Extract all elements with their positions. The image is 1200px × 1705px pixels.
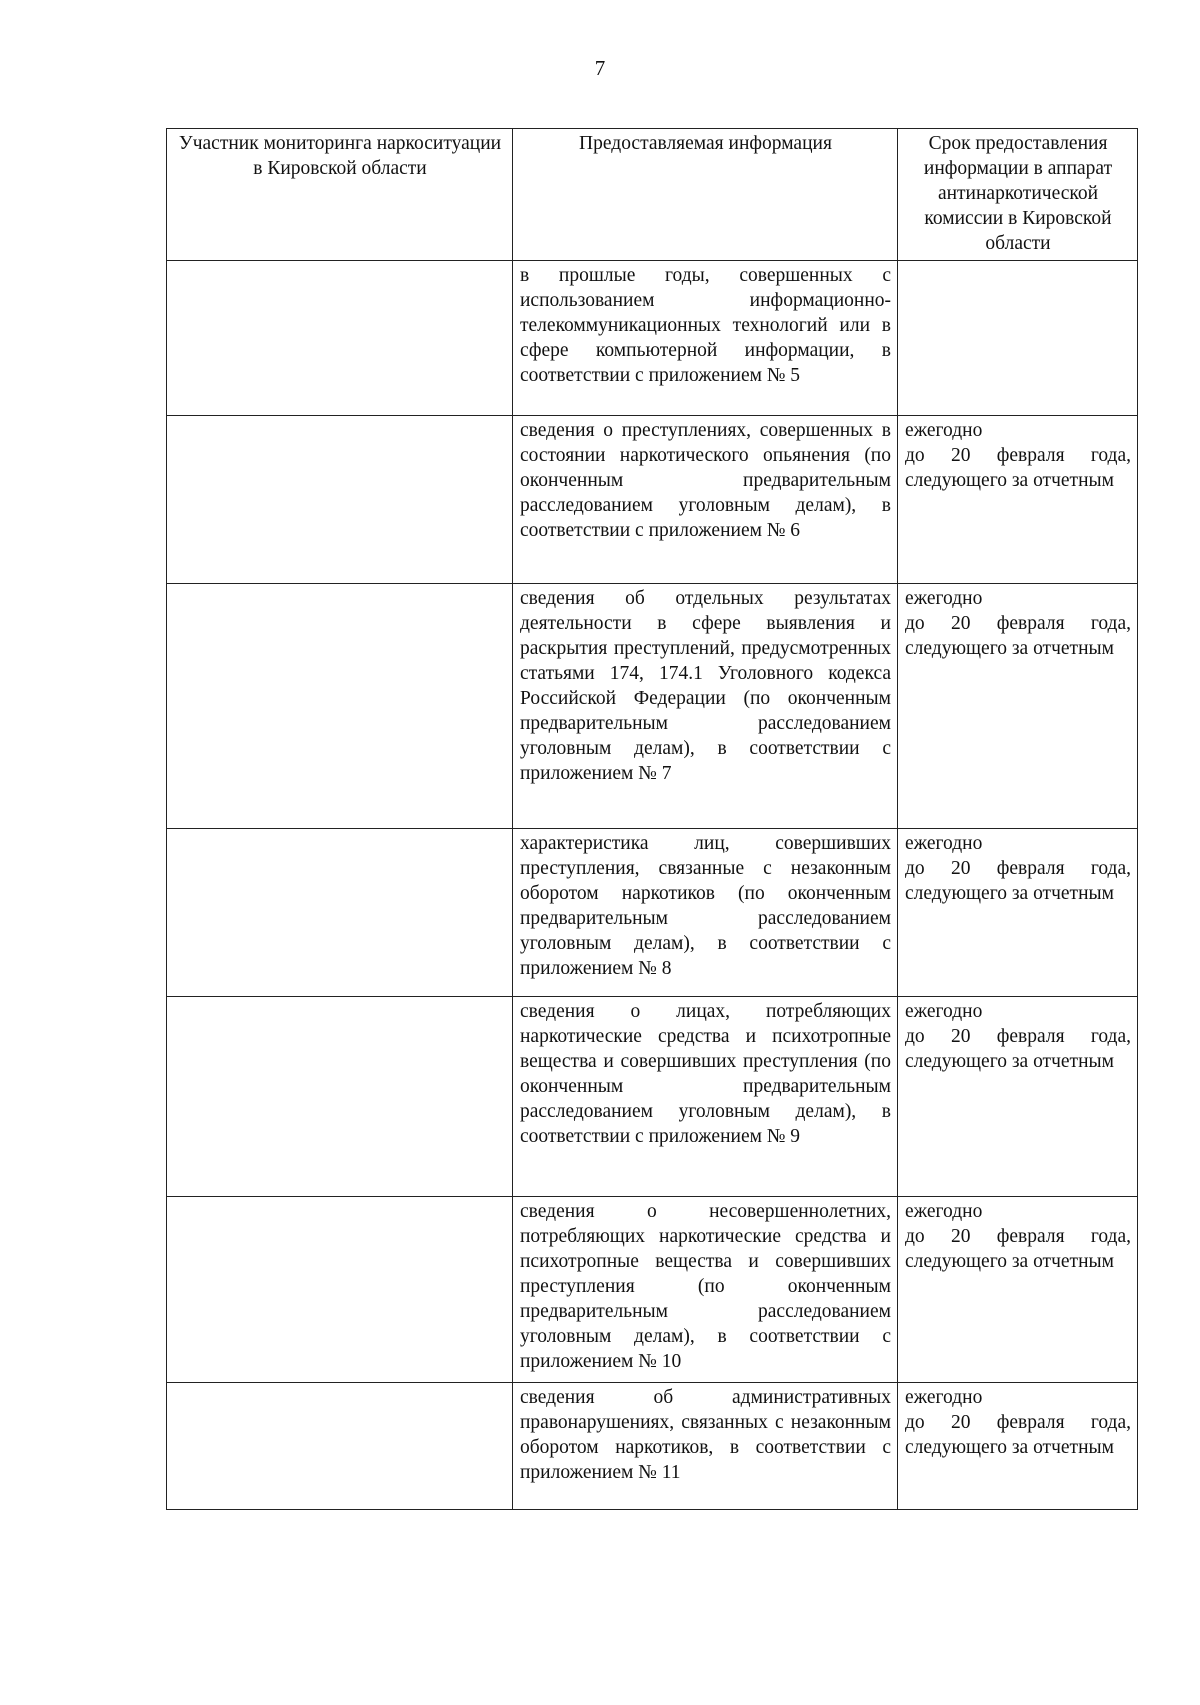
term-period: следующего за отчетным <box>905 1251 1114 1272</box>
term-cell <box>898 1383 1138 1510</box>
term-period: следующего за отчетным <box>905 638 1114 659</box>
term-deadline: до 20 февраля года, <box>905 858 1131 879</box>
term-frequency: ежегодно <box>905 1201 983 1222</box>
info-cell: сведения о преступлениях, совершенных в состоянии наркотического опьянения (по оконченным предварительным расследованием уголовным делам), в соответствии с приложением № 6 <box>513 416 898 584</box>
info-cell: сведения об отдельных результатах деятельности в сфере выявления и раскрытия преступлений, предусмотренных статьями 174, 174.1 Уголовного кодекса Российской Федерации (по оконченным предварительным расследованием уголовным делам), в соответствии с приложением № 7 <box>513 584 898 829</box>
participant-cell <box>167 261 513 416</box>
term-cell <box>898 416 1138 584</box>
term-cell <box>898 997 1138 1197</box>
participant-cell <box>167 997 513 1197</box>
term-cell <box>898 261 1138 416</box>
table-row <box>167 416 1138 584</box>
info-cell: сведения о лицах, потребляющих наркотические средства и психотропные вещества и совершивших преступления (по оконченным предварительным расследованием уголовным делам), в соответствии с приложением № 9 <box>513 997 898 1197</box>
term-deadline: до 20 февраля года, <box>905 1226 1131 1247</box>
info-cell: характеристика лиц, совершивших преступления, связанные с незаконным оборотом наркотиков (по оконченным предварительным расследованием уголовным делам), в соответствии с приложением № 8 <box>513 829 898 997</box>
term-frequency: ежегодно <box>905 1387 983 1408</box>
term-frequency: ежегодно <box>905 420 983 441</box>
table-row <box>167 584 1138 829</box>
table-row <box>167 261 1138 416</box>
term-deadline: до 20 февраля года, <box>905 613 1131 634</box>
header-participant: Участник мониторинга наркоситуации в Кировской области <box>167 129 513 261</box>
term-period: следующего за отчетным <box>905 470 1114 491</box>
term-cell <box>898 829 1138 997</box>
info-cell: в прошлые годы, совершенных с использованием информационно-телекоммуникационных технологий или в сфере компьютерной информации, в соответствии с приложением № 5 <box>513 261 898 416</box>
header-deadline: Срок предоставления информации в аппарат антинаркотической комиссии в Кировской области <box>898 129 1138 261</box>
term-frequency: ежегодно <box>905 1001 983 1022</box>
info-cell: сведения об административных правонарушениях, связанных с незаконным оборотом наркотиков, в соответствии с приложением № 11 <box>513 1383 898 1510</box>
participant-cell <box>167 1197 513 1383</box>
monitoring-table <box>166 128 1138 1510</box>
participant-cell <box>167 416 513 584</box>
page-number: 7 <box>594 56 606 80</box>
term-cell <box>898 584 1138 829</box>
term-frequency: ежегодно <box>905 833 983 854</box>
participant-cell <box>167 829 513 997</box>
participant-cell <box>167 584 513 829</box>
header-information: Предоставляемая информация <box>513 129 898 261</box>
term-period: следующего за отчетным <box>905 1051 1114 1072</box>
term-period: следующего за отчетным <box>905 883 1114 904</box>
term-period: следующего за отчетным <box>905 1437 1114 1458</box>
term-deadline: до 20 февраля года, <box>905 1412 1131 1433</box>
term-deadline: до 20 февраля года, <box>905 1026 1131 1047</box>
term-frequency: ежегодно <box>905 588 983 609</box>
table-row <box>167 1383 1138 1510</box>
info-cell: сведения о несовершеннолетних, потребляющих наркотические средства и психотропные вещества и совершивших преступления (по оконченным предварительным расследованием уголовным делам), в соответствии с приложением № 10 <box>513 1197 898 1383</box>
term-cell <box>898 1197 1138 1383</box>
table-row <box>167 997 1138 1197</box>
table-row <box>167 829 1138 997</box>
term-deadline: до 20 февраля года, <box>905 445 1131 466</box>
participant-cell <box>167 1383 513 1510</box>
table-header-row <box>167 129 1138 261</box>
table-row <box>167 1197 1138 1383</box>
